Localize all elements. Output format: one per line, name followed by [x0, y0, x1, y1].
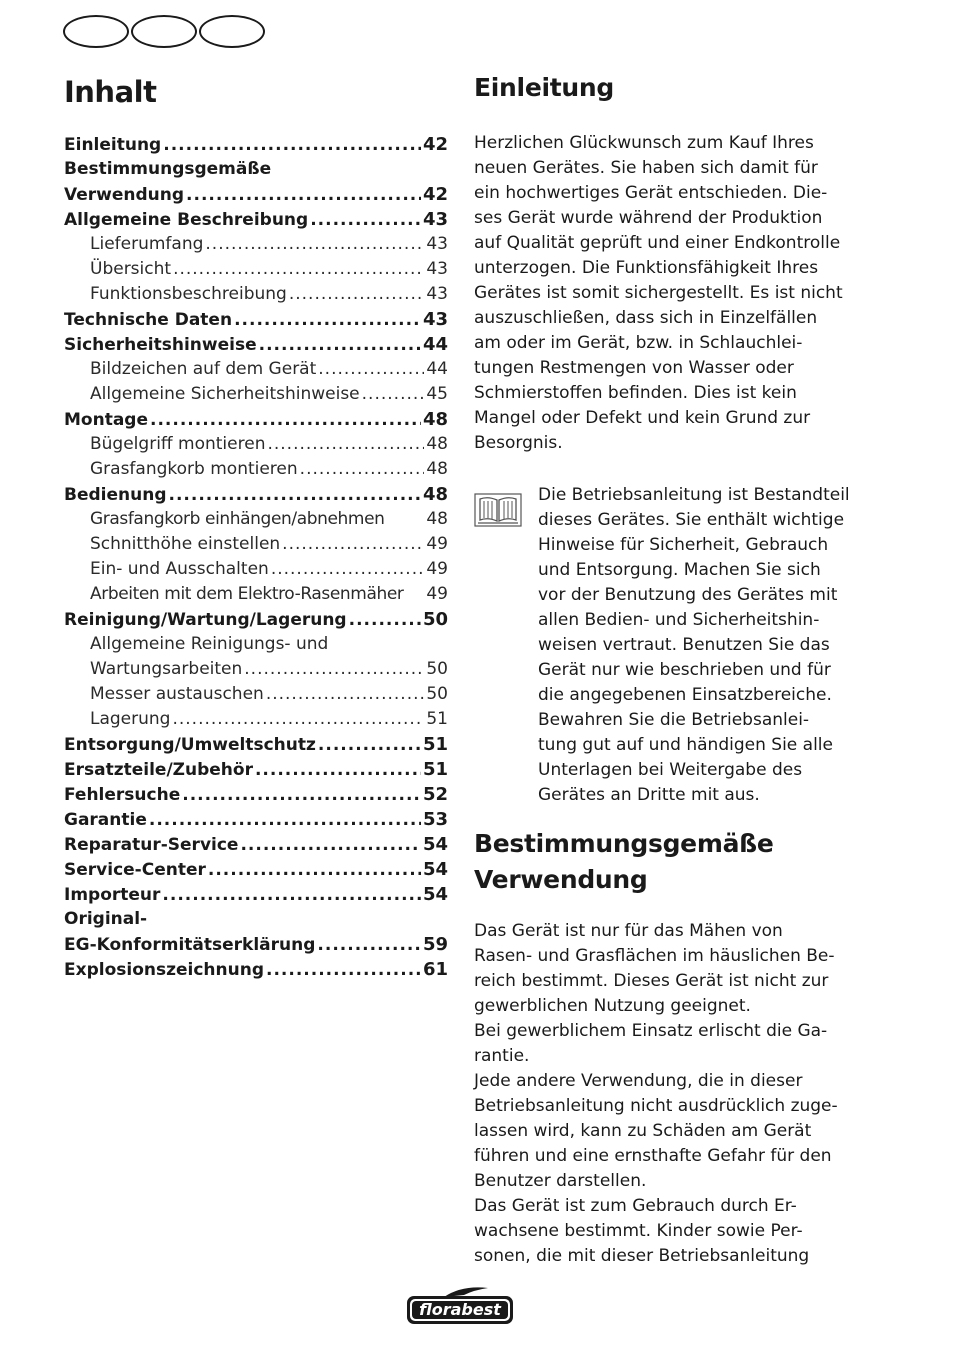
toc-leader-dots: [208, 858, 421, 883]
toc-entry[interactable]: [64, 432, 448, 457]
toc-entry-label: Service-Center: [64, 860, 206, 880]
toc-leader-dots: [266, 682, 425, 707]
toc-entry-page: 42: [422, 184, 448, 205]
bestimmung-text-line: führen und eine ernsthafte Gefahr für den: [474, 1146, 832, 1166]
bestimmung-text-line: Betriebsanleitung nicht ausdrücklich zuge-: [474, 1096, 838, 1116]
note-text-line: weisen vertraut. Benutzen Sie das: [538, 635, 830, 655]
toc-entry-label: Montage: [64, 410, 148, 430]
language-oval-icon: [199, 15, 265, 48]
toc-entry[interactable]: [64, 732, 448, 757]
toc-entry-label: Arbeiten mit dem Elektro-Rasenmäher: [90, 584, 404, 604]
note-text-line: dieses Gerätes. Sie enthält wichtige: [538, 510, 845, 530]
main-content: [474, 70, 859, 1269]
toc-entry-label: Fehlersuche: [64, 785, 181, 805]
toc-entry[interactable]: [64, 682, 448, 707]
toc-entry-label: Bildzeichen auf dem Gerät: [90, 359, 317, 379]
toc-entry[interactable]: [64, 907, 448, 932]
brand-text: florabest: [419, 1300, 501, 1319]
toc-list: [64, 132, 448, 982]
bestimmung-text-line: Rasen- und Grasflächen im häuslichen Be-: [474, 946, 835, 966]
note-text-line: vor der Benutzung des Gerätes mit: [538, 585, 838, 605]
einleitung-text-line: Herzlichen Glückwunsch zum Kauf Ihres: [474, 133, 814, 153]
toc-leader-dots: [271, 557, 425, 582]
bestimmung-text-line: Bei gewerblichem Einsatz erlischt die Ga-: [474, 1021, 828, 1041]
toc-entry-page: 49: [426, 584, 448, 604]
bestimmung-paragraph: [474, 919, 859, 1269]
toc-entry-label: Technische Daten: [64, 310, 233, 330]
toc-entry[interactable]: [64, 607, 448, 632]
toc-entry[interactable]: [64, 582, 448, 607]
toc-entry-page: 42: [422, 134, 448, 155]
toc-entry[interactable]: [64, 457, 448, 482]
toc-entry-label: Grasfangkorb montieren: [90, 459, 298, 479]
toc-entry-page: 48: [422, 409, 448, 430]
toc-leader-dots: [266, 958, 421, 983]
toc-entry-page: 51: [422, 734, 448, 755]
toc-entry-label: Wartungsarbeiten: [90, 659, 243, 679]
toc-leader-dots: [244, 657, 424, 682]
toc-entry-page: 43: [422, 209, 448, 230]
note-text-line: Hinweise für Sicherheit, Gebrauch: [538, 535, 829, 555]
toc-entry-page: 49: [426, 559, 448, 579]
toc-entry-page: 48: [422, 484, 448, 505]
toc-leader-dots: [149, 808, 421, 833]
note-text-line: tung gut auf und händigen Sie alle: [538, 735, 833, 755]
bestimmung-text-line: reich bestimmt. Dieses Gerät ist nicht zur: [474, 971, 829, 991]
note-text-line: allen Bedien- und Sicherheitshin-: [538, 610, 820, 630]
toc-entry-label: Ersatzteile/Zubehör: [64, 760, 253, 780]
toc-entry-label: Ein- und Ausschalten: [90, 559, 269, 579]
einleitung-text-line: Besorgnis.: [474, 433, 563, 453]
toc-entry-page: 44: [422, 334, 448, 355]
bestimmung-text-line: lassen wird, kann zu Schäden am Gerät: [474, 1121, 812, 1141]
bestimmung-text-line: rantie.: [474, 1046, 530, 1066]
toc-leader-dots: [289, 282, 425, 307]
toc-leader-dots: [267, 432, 424, 457]
toc-leader-dots: [300, 457, 425, 482]
note-text-line: und Entsorgung. Machen Sie sich: [538, 560, 821, 580]
toc-entry-page: 43: [426, 259, 448, 279]
toc-entry[interactable]: [64, 557, 448, 582]
toc-entry[interactable]: [64, 132, 448, 157]
toc-entry[interactable]: [64, 482, 448, 507]
toc-entry-label: Bestimmungsgemäße: [64, 159, 272, 179]
toc-entry[interactable]: [64, 257, 448, 282]
toc-entry-page: 52: [422, 784, 448, 805]
bestimmung-text-line: Benutzer darstellen.: [474, 1171, 647, 1191]
toc-entry-page: 43: [422, 309, 448, 330]
toc-entry[interactable]: [64, 757, 448, 782]
toc-leader-dots: [182, 783, 421, 808]
toc-entry-label: Allgemeine Reinigungs- und: [90, 634, 329, 654]
toc-leader-dots: [162, 883, 421, 908]
toc-entry-label: Reparatur-Service: [64, 835, 239, 855]
toc-leader-dots: [318, 357, 424, 382]
toc-leader-dots: [259, 333, 421, 358]
section-bestimmung: [474, 826, 859, 1269]
bestimmung-text-line: Das Gerät ist zum Gebrauch durch Er-: [474, 1196, 797, 1216]
table-of-contents: [64, 70, 448, 982]
einleitung-text-line: neuen Gerätes. Sie haben sich damit für: [474, 158, 818, 178]
toc-entry[interactable]: [64, 382, 448, 407]
einleitung-text-line: auszuschließen, dass sich in Einzelfällen: [474, 308, 818, 328]
toc-entry-page: 51: [426, 709, 448, 729]
toc-entry-page: 48: [426, 509, 448, 529]
toc-title: Inhalt: [64, 75, 157, 109]
bestimmung-text-line: wachsene bestimmt. Kinder sowie Per-: [474, 1221, 803, 1241]
einleitung-text-line: auf Qualität geprüft und einer Endkontrolle: [474, 233, 841, 253]
toc-entry-label: Übersicht: [90, 259, 172, 279]
toc-entry[interactable]: [64, 157, 448, 182]
toc-leader-dots: [163, 133, 421, 158]
toc-leader-dots: [240, 833, 420, 858]
toc-entry-label: Reinigung/Wartung/Lagerung: [64, 610, 347, 630]
toc-entry-page: 48: [426, 459, 448, 479]
toc-entry-label: Allgemeine Beschreibung: [64, 210, 309, 230]
bestimmung-text-line: gewerblichen Nutzung geeignet.: [474, 996, 751, 1016]
einleitung-text-line: ein hochwertiges Gerät entschieden. Die-: [474, 183, 828, 203]
toc-entry-page: 59: [422, 934, 448, 955]
toc-entry-page: 53: [422, 809, 448, 830]
toc-leader-dots: [172, 707, 424, 732]
toc-entry-page: 44: [426, 359, 448, 379]
toc-entry[interactable]: [64, 232, 448, 257]
toc-entry-label: Lieferumfang: [90, 234, 204, 254]
toc-leader-dots: [150, 408, 421, 433]
note-text-line: Gerätes an Dritte mit aus.: [538, 785, 760, 805]
toc-entry-page: 50: [422, 609, 448, 630]
toc-entry[interactable]: [64, 532, 448, 557]
section-heading-einleitung: Einleitung: [474, 73, 614, 102]
note-text-line: Bewahren Sie die Betriebsanlei-: [538, 710, 810, 730]
toc-entry-label: Messer austauschen: [90, 684, 264, 704]
toc-entry-page: 43: [426, 284, 448, 304]
toc-entry-label: Garantie: [64, 810, 147, 830]
toc-leader-dots: [318, 733, 421, 758]
manual-note: [474, 483, 859, 808]
toc-entry[interactable]: [64, 782, 448, 807]
einleitung-text-line: am oder im Gerät, bzw. in Schlauchlei-: [474, 333, 803, 353]
toc-entry-page: 43: [426, 234, 448, 254]
toc-entry[interactable]: [64, 882, 448, 907]
toc-entry-page: 50: [426, 684, 448, 704]
toc-entry-label: Grasfangkorb einhängen/abnehmen: [90, 509, 385, 529]
toc-entry-label: Funktionsbeschreibung: [90, 284, 287, 304]
toc-entry-label: Verwendung: [64, 185, 185, 205]
toc-entry[interactable]: [64, 207, 448, 232]
toc-leader-dots: [173, 257, 424, 282]
toc-entry-label: Bedienung: [64, 485, 167, 505]
einleitung-text-line: Gerätes ist somit sichergestellt. Es ist nicht: [474, 283, 843, 303]
toc-entry-label: Lagerung: [90, 709, 171, 729]
toc-entry-label: Explosionszeichnung: [64, 960, 265, 980]
toc-entry[interactable]: [64, 857, 448, 882]
toc-entry-label: Bügelgriff montieren: [90, 434, 266, 454]
toc-entry[interactable]: [64, 282, 448, 307]
section-heading-bestimmung-line1: Bestimmungsgemäße: [474, 829, 774, 858]
toc-entry[interactable]: [64, 407, 448, 432]
toc-leader-dots: [169, 483, 421, 508]
book-icon: [474, 493, 522, 527]
toc-leader-dots: [186, 183, 421, 208]
toc-leader-dots: [255, 758, 421, 783]
language-oval-icon: [131, 15, 197, 48]
bestimmung-text-line: Jede andere Verwendung, die in dieser: [474, 1071, 803, 1091]
toc-entry-label: Sicherheitshinweise: [64, 335, 257, 355]
toc-leader-dots: [362, 382, 425, 407]
toc-entry-page: 54: [422, 884, 448, 905]
toc-entry-label: Importeur: [64, 885, 161, 905]
toc-entry[interactable]: [64, 357, 448, 382]
toc-leader-dots: [205, 232, 424, 257]
einleitung-text-line: Mangel oder Defekt und kein Grund zur: [474, 408, 811, 428]
toc-entry[interactable]: [64, 832, 448, 857]
toc-entry-label: Original-: [64, 909, 148, 929]
toc-entry[interactable]: [64, 332, 448, 357]
note-paragraph: [538, 483, 856, 808]
bestimmung-text-line: sonen, die mit dieser Betriebsanleitung: [474, 1246, 810, 1266]
toc-entry-page: 51: [422, 759, 448, 780]
note-text-line: Die Betriebsanleitung ist Bestandteil: [538, 485, 850, 505]
language-indicator: [63, 15, 265, 48]
section-heading-bestimmung-line2: Verwendung: [474, 865, 648, 894]
toc-leader-dots: [317, 933, 421, 958]
toc-entry-page: 48: [426, 434, 448, 454]
florabest-logo: [404, 1283, 516, 1327]
toc-entry-page: 61: [422, 959, 448, 980]
einleitung-paragraph: [474, 131, 859, 456]
einleitung-text-line: ses Gerät wurde während der Produktion: [474, 208, 823, 228]
toc-entry[interactable]: [64, 707, 448, 732]
einleitung-text-line: unterzogen. Die Funktionsfähigkeit Ihres: [474, 258, 819, 278]
toc-leader-dots: [310, 208, 421, 233]
toc-leader-dots: [349, 608, 421, 633]
toc-entry[interactable]: [64, 957, 448, 982]
toc-entry-page: 54: [422, 859, 448, 880]
toc-entry[interactable]: [64, 307, 448, 332]
toc-entry-page: 54: [422, 834, 448, 855]
toc-entry-label: EG-Konformitätserklärung: [64, 935, 316, 955]
toc-entry-label: Einleitung: [64, 135, 162, 155]
toc-entry-label: Schnitthöhe einstellen: [90, 534, 281, 554]
toc-leader-dots: [282, 532, 424, 557]
einleitung-text-line: Schmierstoffen befinden. Dies ist kein: [474, 383, 797, 403]
toc-entry[interactable]: [64, 932, 448, 957]
toc-leader-dots: [234, 308, 421, 333]
toc-entry-label: Entsorgung/Umweltschutz: [64, 735, 316, 755]
toc-entry-page: 45: [426, 384, 448, 404]
toc-entry-page: 49: [426, 534, 448, 554]
bestimmung-text-line: Das Gerät ist nur für das Mähen von: [474, 921, 783, 941]
einleitung-text-line: tungen Restmengen von Wasser oder: [474, 358, 794, 378]
toc-entry[interactable]: [64, 657, 448, 682]
toc-entry-label: Allgemeine Sicherheitshinweise: [90, 384, 360, 404]
language-oval-icon: [63, 15, 129, 48]
toc-entry-page: 50: [426, 659, 448, 679]
toc-entry[interactable]: [64, 632, 448, 657]
toc-entry[interactable]: [64, 807, 448, 832]
note-text-line: Unterlagen bei Weitergabe des: [538, 760, 803, 780]
toc-entry[interactable]: [64, 507, 448, 532]
toc-entry[interactable]: [64, 182, 448, 207]
note-text-line: Gerät nur wie beschrieben und für: [538, 660, 831, 680]
note-text-line: die angegebenen Einsatzbereiche.: [538, 685, 832, 705]
